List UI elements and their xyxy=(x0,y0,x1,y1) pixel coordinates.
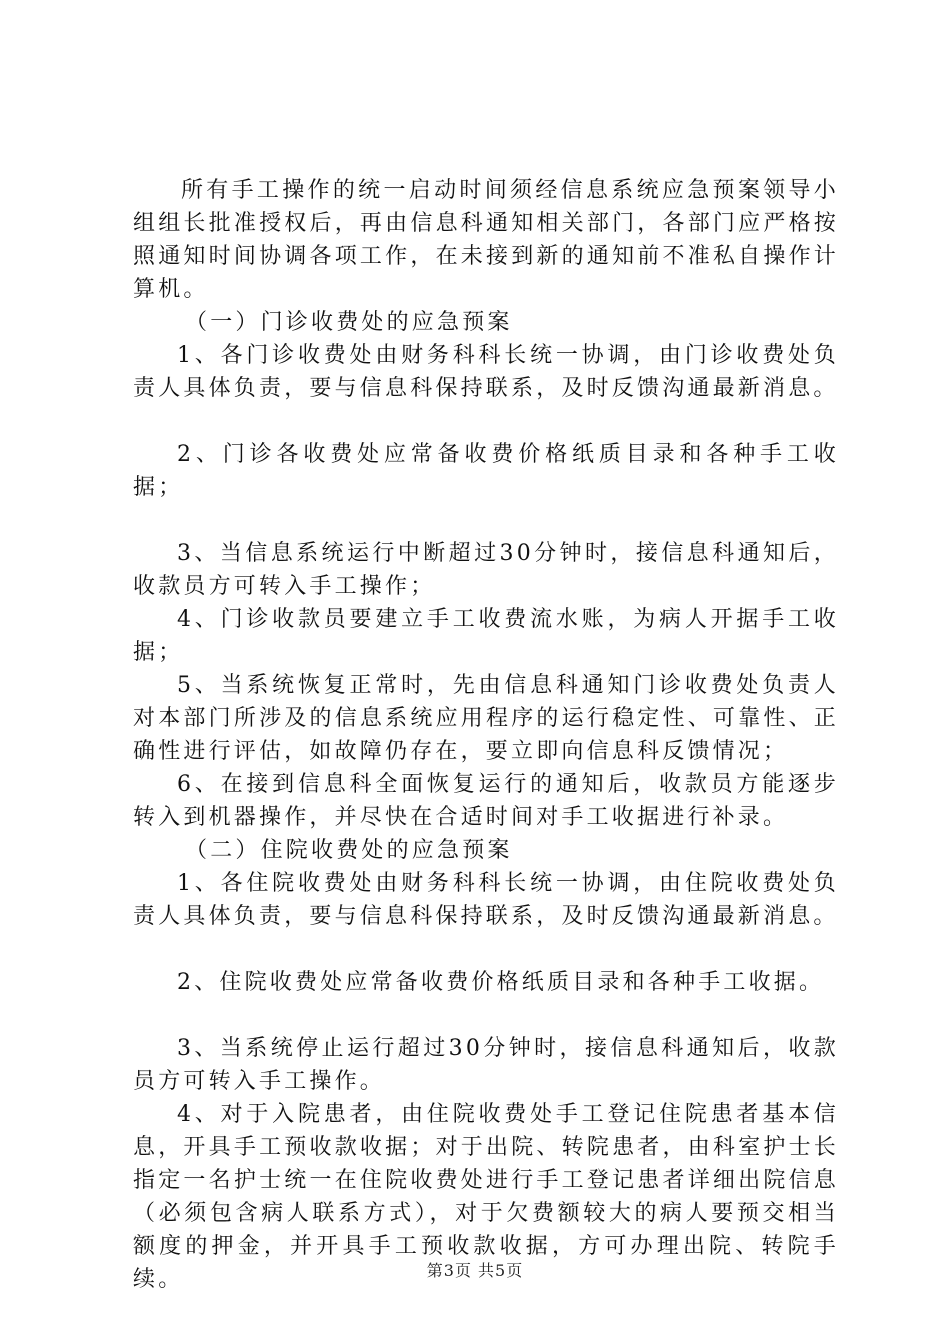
spacer xyxy=(133,405,839,438)
inpatient-item-4: 4、对于入院患者，由住院收费处手工登记住院患者基本信息，开具手工预收款收据；对于出院、转院患者，由科室护士长指定一名护士统一在住院收费处进行手工登记患者详细出院信息（必须包含病人联系方式），对于欠费额较大的病人要预交相当额度的押金，并开具手工预收款收据，方可办理出院、转院手续。 xyxy=(133,1102,839,1292)
spacer xyxy=(133,999,839,1032)
inpatient-item-2: 2、住院收费处应常备收费价格纸质目录和各种手工收据。 xyxy=(177,970,825,995)
outpatient-item-3: 3、当信息系统运行中断超过30分钟时，接信息科通知后，收款员方可转入手工操作； xyxy=(133,541,839,599)
inpatient-item-1: 1、各住院收费处由财务科科长统一协调，由住院收费处负责人具体负责，要与信息科保持联系，及时反馈沟通最新消息。 xyxy=(133,871,839,929)
document-body xyxy=(133,174,839,1296)
spacer xyxy=(133,933,839,966)
section-heading-outpatient: （一）门诊收费处的应急预案 xyxy=(185,310,513,335)
section-heading-inpatient: （二）住院收费处的应急预案 xyxy=(185,838,513,863)
outpatient-item-4: 4、门诊收款员要建立手工收费流水账，为病人开据手工收据； xyxy=(133,607,839,665)
paragraph-intro: 所有手工操作的统一启动时间须经信息系统应急预案领导小组组长批准授权后，再由信息科通知相关部门，各部门应严格按照通知时间协调各项工作，在未接到新的通知前不准私自操作计算机。 xyxy=(133,178,839,302)
outpatient-item-6: 6、在接到信息科全面恢复运行的通知后，收款员方能逐步转入到机器操作，并尽快在合适时间对手工收据进行补录。 xyxy=(133,772,839,830)
spacer xyxy=(133,504,839,537)
inpatient-item-3: 3、当系统停止运行超过30分钟时，接信息科通知后，收款员方可转入手工操作。 xyxy=(133,1036,839,1094)
outpatient-item-5: 5、当系统恢复正常时，先由信息科通知门诊收费处负责人对本部门所涉及的信息系统应用程序的运行稳定性、可靠性、正确性进行评估，如故障仍存在，要立即向信息科反馈情况； xyxy=(133,673,839,764)
page-number-footer: 第3页 共5页 xyxy=(426,1261,524,1280)
outpatient-item-2: 2、门诊各收费处应常备收费价格纸质目录和各种手工收据； xyxy=(133,442,839,500)
outpatient-item-1: 1、各门诊收费处由财务科科长统一协调，由门诊收费处负责人具体负责，要与信息科保持联系，及时反馈沟通最新消息。 xyxy=(133,343,839,401)
